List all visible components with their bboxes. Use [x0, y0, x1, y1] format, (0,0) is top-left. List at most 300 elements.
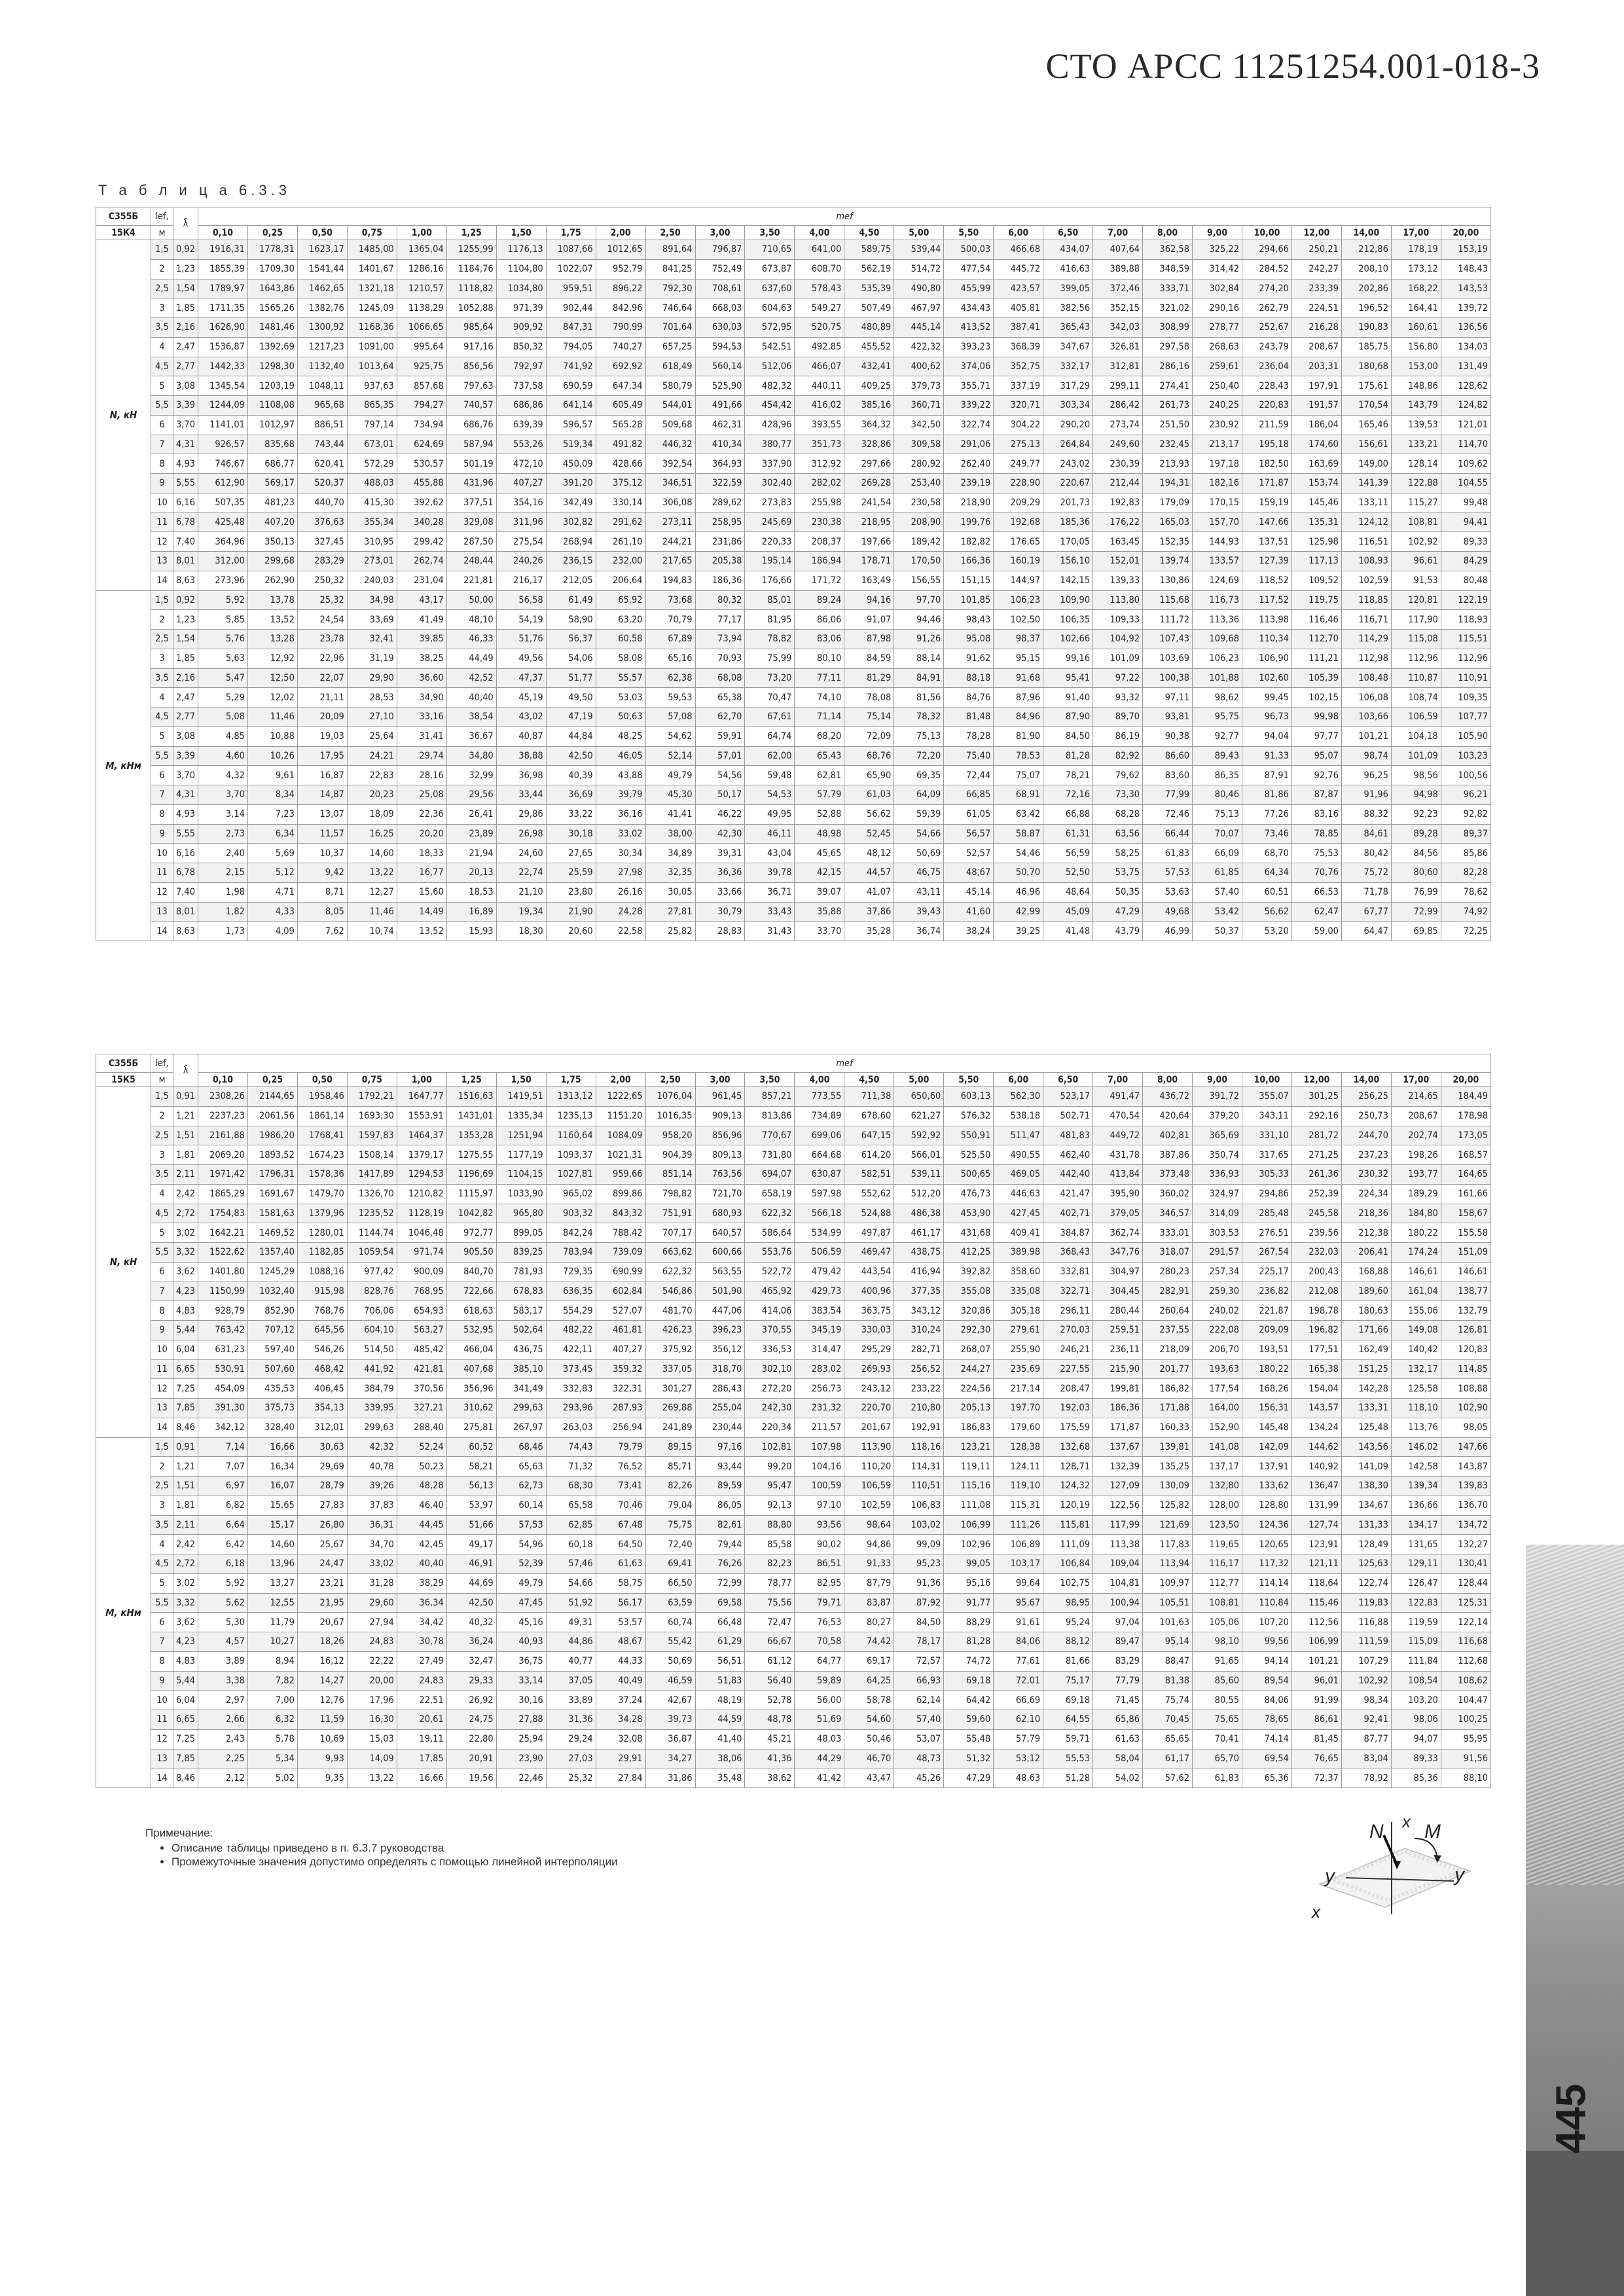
table-cell: 485,42 [397, 1340, 446, 1359]
table-cell: 43,11 [894, 882, 944, 902]
table-cell: 48,28 [397, 1477, 446, 1496]
table-cell: 22,36 [397, 804, 446, 824]
table-cell: 75,14 [844, 708, 894, 727]
table-cell: 673,87 [745, 259, 795, 279]
table-cell: 342,12 [198, 1418, 248, 1437]
table-cell: 31,19 [347, 649, 397, 668]
table-cell: 228,43 [1242, 376, 1292, 396]
table-cell: 112,96 [1391, 649, 1441, 668]
table-cell: 60,18 [546, 1535, 596, 1554]
table-cell: 928,79 [198, 1301, 248, 1321]
table-cell: 88,47 [1143, 1651, 1193, 1671]
table-cell: 20,13 [446, 863, 496, 883]
table-cell: 100,38 [1143, 668, 1193, 688]
table-cell: 12,76 [297, 1691, 347, 1710]
table-row [96, 1437, 1491, 1457]
table-cell: 25,08 [397, 785, 446, 805]
table-cell: 98,10 [1193, 1632, 1242, 1652]
table-cell: 132,39 [1093, 1457, 1143, 1477]
table-cell: 43,02 [496, 708, 546, 727]
table-cell: 74,42 [844, 1632, 894, 1652]
table-cell: 102,59 [844, 1496, 894, 1515]
table-cell: 282,91 [1143, 1282, 1193, 1301]
table-cell: 230,58 [894, 493, 944, 512]
table-cell: 305,33 [1242, 1165, 1292, 1185]
table-cell: 70,46 [596, 1496, 645, 1515]
table-cell: 84,96 [994, 708, 1043, 727]
table-cell: 39,31 [695, 844, 745, 863]
table-cell: 179,09 [1143, 493, 1193, 512]
table-cell: 56,13 [446, 1477, 496, 1496]
table-cell: 746,64 [645, 298, 695, 318]
mef-column-header: 1,75 [546, 226, 596, 240]
table-cell: 109,90 [1043, 590, 1093, 610]
table-cell: 327,21 [397, 1399, 446, 1418]
table-cell: 78,65 [1242, 1710, 1292, 1730]
lambda-value: 6,78 [173, 863, 198, 883]
table-cell: 68,46 [496, 1437, 546, 1457]
table-cell: 100,59 [795, 1477, 844, 1496]
table-cell: 314,47 [795, 1340, 844, 1359]
table-cell: 328,40 [247, 1418, 297, 1437]
table-cell: 29,24 [546, 1729, 596, 1749]
table-cell: 151,09 [1441, 1243, 1490, 1263]
table-cell: 192,91 [894, 1418, 944, 1437]
lambda-value: 1,51 [173, 1126, 198, 1145]
table-cell: 566,01 [894, 1145, 944, 1165]
table-cell: 275,54 [496, 532, 546, 552]
table-cell: 262,79 [1242, 298, 1292, 318]
table-cell: 525,50 [944, 1145, 994, 1165]
table-cell: 355,71 [944, 376, 994, 396]
table-cell: 96,61 [1391, 552, 1441, 571]
lambda-value: 4,23 [173, 1632, 198, 1652]
table-row [96, 1515, 1491, 1535]
table-cell: 1597,83 [347, 1126, 397, 1145]
table-cell: 5,29 [198, 688, 248, 708]
table-cell: 107,20 [1242, 1613, 1292, 1632]
table-cell: 31,41 [397, 726, 446, 746]
table-cell: 310,62 [446, 1399, 496, 1418]
table-cell: 89,33 [1441, 532, 1490, 552]
table-cell: 77,11 [795, 668, 844, 688]
table-cell: 5,02 [247, 1768, 297, 1788]
table-cell: 108,48 [1341, 668, 1391, 688]
table-cell: 57,79 [795, 785, 844, 805]
lambda-value: 3,08 [173, 726, 198, 746]
lef-value: 9 [151, 474, 173, 493]
table-cell: 91,53 [1391, 571, 1441, 590]
table-cell: 168,26 [1242, 1379, 1292, 1399]
table-row [96, 1399, 1491, 1418]
table-cell: 72,37 [1291, 1768, 1341, 1788]
table-cell: 113,90 [844, 1437, 894, 1457]
table-cell: 965,80 [496, 1204, 546, 1223]
table-cell: 161,66 [1441, 1184, 1490, 1204]
table-cell: 400,62 [894, 357, 944, 376]
table-cell: 50,23 [397, 1457, 446, 1477]
table-cell: 91,07 [844, 610, 894, 630]
table-cell: 124,11 [994, 1457, 1043, 1477]
table-cell: 86,51 [795, 1554, 844, 1574]
lef-value: 12 [151, 1379, 173, 1399]
mef-column-header: 6,50 [1043, 226, 1093, 240]
table-cell: 797,63 [446, 376, 496, 396]
table-cell: 149,00 [1341, 454, 1391, 474]
table-cell: 67,48 [596, 1515, 645, 1535]
table-cell: 446,32 [645, 435, 695, 454]
table-cell: 262,40 [944, 454, 994, 474]
table-cell: 6,64 [198, 1515, 248, 1535]
table-cell: 527,07 [596, 1301, 645, 1321]
table-cell: 98,64 [844, 1515, 894, 1535]
table-cell: 135,25 [1143, 1457, 1193, 1477]
table-cell: 842,96 [596, 298, 645, 318]
table-cell: 60,51 [1242, 882, 1292, 902]
table-cell: 224,51 [1291, 298, 1341, 318]
table-cell: 110,51 [894, 1477, 944, 1496]
table-cell: 65,38 [695, 688, 745, 708]
table-cell: 103,20 [1391, 1691, 1441, 1710]
table-cell: 71,78 [1341, 882, 1391, 902]
table-cell: 600,66 [695, 1243, 745, 1263]
table-cell: 111,21 [1291, 649, 1341, 668]
table-cell: 302,10 [745, 1359, 795, 1379]
table-cell: 209,29 [994, 493, 1043, 512]
mef-column-header: 5,50 [944, 1073, 994, 1087]
table-cell: 322,74 [944, 415, 994, 435]
table-cell: 1522,62 [198, 1243, 248, 1263]
mef-column-header: 7,00 [1093, 226, 1143, 240]
table-row [96, 785, 1491, 805]
table-cell: 350,13 [247, 532, 297, 552]
table-cell: 392,82 [944, 1262, 994, 1282]
table-cell: 63,56 [1093, 824, 1143, 844]
table-cell: 525,90 [695, 376, 745, 396]
table-cell: 532,95 [446, 1321, 496, 1340]
mef-column-header: 3,50 [745, 226, 795, 240]
table-cell: 7,82 [247, 1671, 297, 1691]
table-cell: 1642,21 [198, 1223, 248, 1243]
table-cell: 63,20 [596, 610, 645, 630]
table-cell: 72,40 [645, 1535, 695, 1554]
table-cell: 273,96 [198, 571, 248, 590]
table-cell: 216,28 [1291, 318, 1341, 338]
mef-column-header: 5,00 [894, 226, 944, 240]
table-cell: 26,41 [446, 804, 496, 824]
table-cell: 125,82 [1143, 1496, 1193, 1515]
table-cell: 387,41 [994, 318, 1043, 338]
table-cell: 299,68 [247, 552, 297, 571]
table-cell: 49,68 [1143, 902, 1193, 922]
diagram-n-label: N [1369, 1821, 1384, 1842]
table-cell: 426,23 [645, 1321, 695, 1340]
table-cell: 354,16 [496, 493, 546, 512]
table-cell: 506,59 [795, 1243, 844, 1263]
table-cell: 84,06 [1242, 1691, 1292, 1710]
table-cell: 251,50 [1143, 415, 1193, 435]
table-cell: 93,56 [795, 1515, 844, 1535]
table-cell: 102,92 [1391, 532, 1441, 552]
table-cell: 97,16 [695, 1437, 745, 1457]
table-cell: 1335,34 [496, 1106, 546, 1126]
table-row [96, 1418, 1491, 1437]
table-cell: 57,79 [994, 1729, 1043, 1749]
table-cell: 134,67 [1341, 1496, 1391, 1515]
table-cell: 97,10 [795, 1496, 844, 1515]
table-cell: 112,70 [1291, 630, 1341, 649]
table-cell: 99,64 [994, 1573, 1043, 1593]
table-cell: 432,41 [844, 357, 894, 376]
table-cell: 346,51 [645, 474, 695, 493]
table-cell: 304,45 [1093, 1282, 1143, 1301]
table-cell: 46,11 [745, 824, 795, 844]
table-cell: 66,93 [894, 1671, 944, 1691]
table-cell: 1255,99 [446, 240, 496, 260]
lambda-value: 8,63 [173, 571, 198, 590]
table-cell: 131,49 [1441, 357, 1490, 376]
table-cell: 268,07 [944, 1340, 994, 1359]
lambda-value: 8,46 [173, 1768, 198, 1788]
table-cell: 5,63 [198, 649, 248, 668]
lambda-value: 6,65 [173, 1359, 198, 1379]
table-cell: 292,16 [1291, 1106, 1341, 1126]
table-cell: 268,94 [546, 532, 596, 552]
table-cell: 348,59 [1143, 259, 1193, 279]
table-cell: 65,90 [844, 766, 894, 785]
table-cell: 63,42 [994, 804, 1043, 824]
table-cell: 119,10 [994, 1477, 1043, 1496]
table-cell: 1032,40 [247, 1282, 297, 1301]
table-cell: 197,91 [1291, 376, 1341, 396]
table-cell: 24,75 [446, 1710, 496, 1730]
lambda-value: 4,93 [173, 454, 198, 474]
table-cell: 325,22 [1193, 240, 1242, 260]
table-cell: 16,07 [247, 1477, 297, 1496]
table-cell: 214,65 [1391, 1087, 1441, 1107]
table-cell: 35,48 [695, 1768, 745, 1788]
table-cell: 69,41 [645, 1554, 695, 1574]
table-cell: 61,63 [1093, 1729, 1143, 1749]
table-cell: 63,59 [645, 1593, 695, 1613]
table-cell: 83,16 [1291, 804, 1341, 824]
table-cell: 311,96 [496, 512, 546, 532]
table-cell: 1104,80 [496, 259, 546, 279]
table-cell: 445,14 [894, 318, 944, 338]
table-cell: 904,39 [645, 1145, 695, 1165]
table-cell: 91,61 [994, 1613, 1043, 1632]
table-cell: 36,71 [745, 882, 795, 902]
table-cell: 1275,55 [446, 1145, 496, 1165]
table-cell: 136,56 [1441, 318, 1490, 338]
table-cell: 641,00 [795, 240, 844, 260]
table-cell: 137,51 [1242, 532, 1292, 552]
mef-column-header: 0,25 [247, 226, 297, 240]
table-cell: 343,12 [894, 1301, 944, 1321]
table-cell: 1419,51 [496, 1087, 546, 1107]
table-cell: 78,77 [745, 1573, 795, 1593]
lef-value: 10 [151, 1340, 173, 1359]
table-cell: 332,17 [1043, 357, 1093, 376]
table-cell: 41,48 [1043, 922, 1093, 941]
table-cell: 126,81 [1441, 1321, 1490, 1340]
table-cell: 107,77 [1441, 708, 1490, 727]
table-cell: 16,34 [247, 1457, 297, 1477]
table-cell: 212,05 [546, 571, 596, 590]
table-cell: 117,52 [1242, 590, 1292, 610]
table-cell: 95,23 [894, 1554, 944, 1574]
table-cell: 48,67 [944, 863, 994, 883]
table-cell: 24,83 [347, 1632, 397, 1652]
table-cell: 249,60 [1093, 435, 1143, 454]
table-cell: 468,42 [297, 1359, 347, 1379]
table-cell: 396,23 [695, 1321, 745, 1340]
table-cell: 59,48 [745, 766, 795, 785]
table-cell: 114,14 [1242, 1573, 1292, 1593]
table-cell: 39,07 [795, 882, 844, 902]
table-cell: 118,16 [894, 1437, 944, 1457]
table-cell: 72,01 [994, 1671, 1043, 1691]
table-cell: 139,81 [1143, 1437, 1193, 1457]
table-cell: 1046,48 [397, 1223, 446, 1243]
table-cell: 1643,86 [247, 279, 297, 298]
table-cell: 1027,81 [546, 1165, 596, 1185]
table-cell: 62,73 [496, 1477, 546, 1496]
table-cell: 2,43 [198, 1729, 248, 1749]
table-cell: 48,19 [695, 1691, 745, 1710]
table-cell: 312,81 [1093, 357, 1143, 376]
table-cell: 886,51 [297, 415, 347, 435]
table-cell: 65,86 [1093, 1710, 1143, 1730]
table-cell: 185,75 [1341, 337, 1391, 357]
table-cell: 549,27 [795, 298, 844, 318]
table-cell: 347,76 [1093, 1243, 1143, 1263]
table-cell: 62,38 [645, 668, 695, 688]
table-cell: 469,47 [844, 1243, 894, 1263]
table-cell: 29,60 [347, 1593, 397, 1613]
table-cell: 98,05 [1441, 1418, 1490, 1437]
lambda-value: 4,31 [173, 785, 198, 805]
table-cell: 143,79 [1391, 396, 1441, 416]
table-cell: 414,06 [745, 1301, 795, 1321]
table-cell: 186,36 [1093, 1399, 1143, 1418]
table-cell: 240,25 [1193, 396, 1242, 416]
table-cell: 177,54 [1193, 1379, 1242, 1399]
table-cell: 75,13 [1193, 804, 1242, 824]
table-cell: 142,09 [1242, 1437, 1292, 1457]
table-cell: 1536,87 [198, 337, 248, 357]
table-cell: 45,19 [496, 688, 546, 708]
table-cell: 1365,04 [397, 240, 446, 260]
table-cell: 375,92 [645, 1340, 695, 1359]
table-cell: 530,91 [198, 1359, 248, 1379]
table-cell: 69,35 [894, 766, 944, 785]
table-cell: 1235,52 [347, 1204, 397, 1223]
table-cell: 87,92 [894, 1593, 944, 1613]
table-cell: 117,32 [1242, 1554, 1292, 1574]
table-cell: 30,16 [496, 1691, 546, 1710]
table-row [96, 1145, 1491, 1165]
table-cell: 134,24 [1291, 1418, 1341, 1437]
table-cell: 46,33 [446, 630, 496, 649]
table-cell: 170,05 [1043, 532, 1093, 552]
table-cell: 356,12 [695, 1340, 745, 1359]
table-cell: 44,45 [397, 1515, 446, 1535]
table-cell: 139,74 [1143, 552, 1193, 571]
table-cell: 53,20 [1242, 922, 1292, 941]
table-cell: 29,56 [446, 785, 496, 805]
table-cell: 427,45 [994, 1204, 1043, 1223]
table-cell: 44,59 [695, 1710, 745, 1730]
table-cell: 952,79 [596, 259, 645, 279]
table-cell: 58,75 [596, 1573, 645, 1593]
table-cell: 99,05 [944, 1554, 994, 1574]
table-cell: 792,30 [645, 279, 695, 298]
table-cell: 857,21 [745, 1087, 795, 1107]
table-cell: 46,22 [695, 804, 745, 824]
lef-value: 5,5 [151, 1243, 173, 1263]
table-cell: 50,35 [1093, 882, 1143, 902]
table-cell: 292,30 [944, 1321, 994, 1340]
table-cell: 1115,97 [446, 1184, 496, 1204]
table-cell: 329,08 [446, 512, 496, 532]
table-cell: 29,90 [347, 668, 397, 688]
table-cell: 144,62 [1291, 1437, 1341, 1457]
table-cell: 360,02 [1143, 1184, 1193, 1204]
table-cell: 618,63 [446, 1301, 496, 1321]
table-cell: 1479,70 [297, 1184, 347, 1204]
table-cell: 36,87 [645, 1729, 695, 1749]
table-cell: 131,33 [1341, 1515, 1391, 1535]
table-cell: 95,41 [1043, 668, 1093, 688]
table-cell: 438,75 [894, 1243, 944, 1263]
table-cell: 355,07 [1242, 1087, 1292, 1107]
table-cell: 392,62 [397, 493, 446, 512]
table-cell: 82,28 [1441, 863, 1490, 883]
table-cell: 180,68 [1341, 357, 1391, 376]
table-cell: 81,28 [944, 1632, 994, 1652]
table-cell: 262,90 [247, 571, 297, 590]
table-cell: 51,76 [496, 630, 546, 649]
table-cell: 143,57 [1291, 1399, 1341, 1418]
table-cell: 259,30 [1193, 1282, 1242, 1301]
table-cell: 119,83 [1341, 1593, 1391, 1613]
table-cell: 1012,65 [596, 240, 645, 260]
table-cell: 17,96 [347, 1691, 397, 1710]
table-cell: 87,87 [1291, 785, 1341, 805]
lambda-value: 3,62 [173, 1613, 198, 1632]
table-cell: 241,54 [844, 493, 894, 512]
table-cell: 336,93 [1193, 1165, 1242, 1185]
table-cell: 40,87 [496, 726, 546, 746]
mef-column-header: 1,50 [496, 1073, 546, 1087]
table-cell: 241,89 [645, 1418, 695, 1437]
mef-column-header: 8,00 [1143, 226, 1193, 240]
table-cell: 147,66 [1242, 512, 1292, 532]
table-cell: 118,64 [1291, 1573, 1341, 1593]
table-cell: 9,61 [247, 766, 297, 785]
table-cell: 105,51 [1143, 1593, 1193, 1613]
table-cell: 148,43 [1441, 259, 1490, 279]
lambda-value: 3,39 [173, 746, 198, 766]
lef-value: 11 [151, 512, 173, 532]
table-cell: 65,65 [1143, 1729, 1193, 1749]
lef-value: 11 [151, 1710, 173, 1730]
table-cell: 770,67 [745, 1126, 795, 1145]
table-cell: 189,60 [1341, 1282, 1391, 1301]
table-cell: 170,15 [1193, 493, 1242, 512]
table-cell: 252,67 [1242, 318, 1292, 338]
